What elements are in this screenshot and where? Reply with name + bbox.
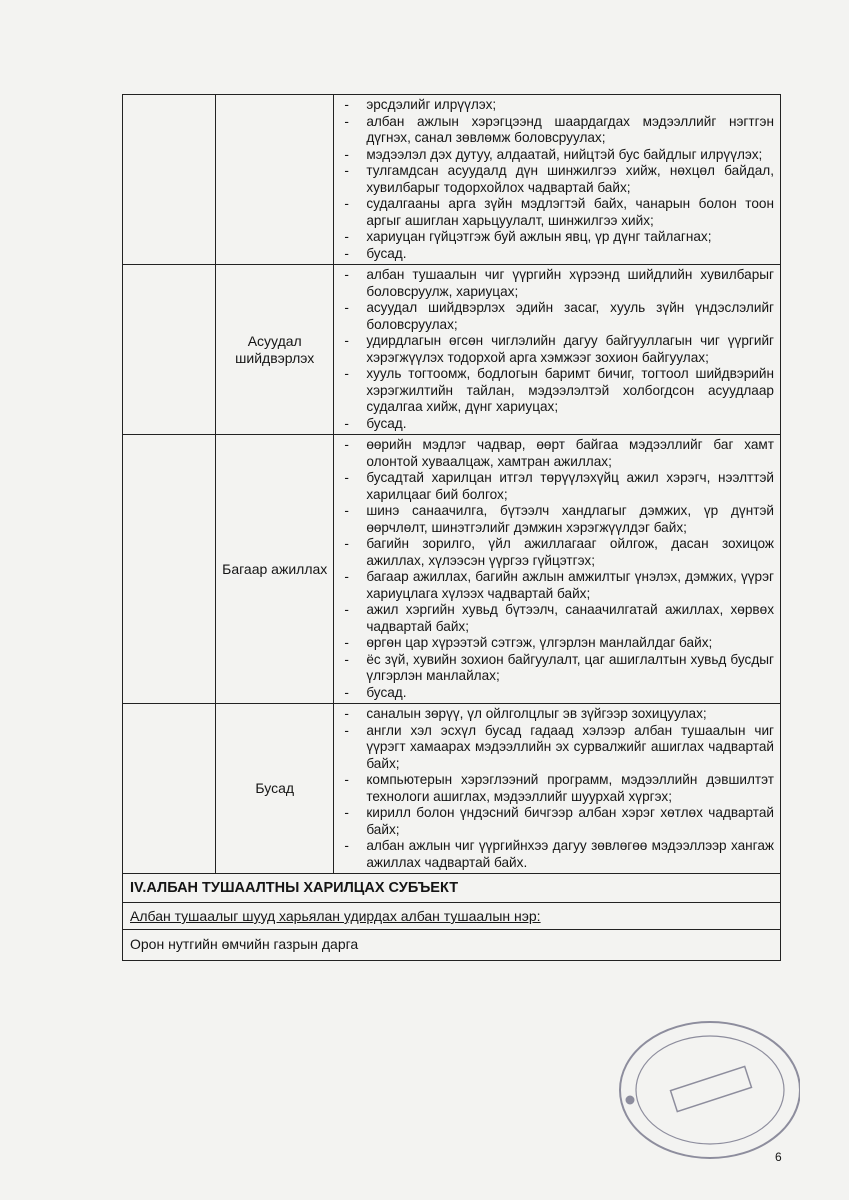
list-item: - бусадтай харилцан итгэл төрүүлэхүйц ажил хэрэгч, нээлттэй харилцааг бий болгох; xyxy=(342,470,774,503)
competency-items xyxy=(334,704,781,874)
competency-items xyxy=(334,435,781,704)
list-item: - тулгамдсан асуудалд дүн шинжилгээ хийж, нөхцөл байдал, хувилбарыг тодорхойлох чадвартай байх; xyxy=(342,163,774,196)
table-row xyxy=(123,435,781,704)
page-number: 6 xyxy=(775,1150,782,1164)
list-item: - албан ажлын чиг үүргийнхээ дагуу зөвлөгөө мэдээллээр хангаж ажиллах чадвартай байх. xyxy=(342,838,774,871)
empty-cell xyxy=(123,265,216,435)
list-item: - мэдээлэл дэх дутуу, алдаатай, нийцтэй бус байдлыг илрүүлэх; xyxy=(342,147,774,164)
list-item: - эрсдэлийг илрүүлэх; xyxy=(342,97,774,114)
list-item: - англи хэл эсхүл бусад гадаад хэлээр албан тушаалын чиг үүрэгт хамаарах мэдээллийн эх сурвалжийг ашиглах чадвартай байх; xyxy=(342,723,774,773)
empty-cell xyxy=(123,435,216,704)
competency-items xyxy=(334,265,781,435)
competency-label: Бусад xyxy=(216,704,334,874)
section-title: IV.АЛБАН ТУШААЛТНЫ ХАРИЛЦАХ СУБЪЕКТ xyxy=(123,874,781,903)
stamp-seal xyxy=(600,1020,800,1170)
competency-label xyxy=(216,95,334,265)
bullet-list xyxy=(334,435,780,703)
list-item: - албан ажлын хэрэгцээнд шаардагдах мэдээллийг нэгтгэн дүгнэх, санал зөвлөмж боловсруулах; xyxy=(342,114,774,147)
value-row xyxy=(123,930,781,961)
list-item: - хариуцан гүйцэтгэж буй ажлын явц, үр дүнг тайлагнах; xyxy=(342,229,774,246)
list-item: - ёс зүй, хувийн зохион байгуулалт, цаг ашиглалтын хувьд бусдыг үлгэрлэн манлайлах; xyxy=(342,652,774,685)
list-item: - судалгааны арга зүйн мэдлэгтэй байх, чанарын болон тоон аргыг ашиглан харьцуулалт, шинжилгээ хийх; xyxy=(342,196,774,229)
competency-label: Багаар ажиллах xyxy=(216,435,334,704)
empty-cell xyxy=(123,704,216,874)
list-item: - компьютерын хэрэглээний программ, мэдээллийн дэвшилтэт технологи ашиглах, мэдээллийг шуурхай хүргэх; xyxy=(342,772,774,805)
list-item: - шинэ санаачилга, бүтээлч хандлагыг дэмжих, үр дүнтэй өөрчлөлт, шинэтгэлийг дэмжин хэрэгжүүлдэг байх; xyxy=(342,503,774,536)
table-row xyxy=(123,95,781,265)
bullet-list xyxy=(334,95,780,264)
supervisor-title: Орон нутгийн өмчийн газрын дарга xyxy=(123,930,781,961)
list-item: - бусад. xyxy=(342,685,774,702)
list-item: - асуудал шийдвэрлэх эдийн засаг, хууль зүйн үндэслэлийг боловсруулах; xyxy=(342,300,774,333)
list-item: - өөрийн мэдлэг чадвар, өөрт байгаа мэдээллийг баг хамт олонтой хуваалцаж, хамтран ажиллах; xyxy=(342,437,774,470)
list-item: - бусад. xyxy=(342,246,774,263)
list-item: - ажил хэргийн хувьд бүтээлч, санаачилгатай ажиллах, хөрвөх чадвартай байх; xyxy=(342,602,774,635)
competency-table xyxy=(122,94,781,961)
list-item: - кирилл болон үндэсний бичгээр албан хэрэг хөтлөх чадвартай байх; xyxy=(342,805,774,838)
list-item: - өргөн цар хүрээтэй сэтгэж, үлгэрлэн манлайлдаг байх; xyxy=(342,635,774,652)
subheading-row xyxy=(123,903,781,930)
list-item: - багаар ажиллах, багийн ажлын амжилтыг үнэлэх, дэмжих, үүрэг хариуцлага хүлээх чадвартай байх; xyxy=(342,569,774,602)
table-row xyxy=(123,704,781,874)
empty-cell xyxy=(123,95,216,265)
section-subheading: Албан тушаалыг шууд харьялан удирдах албан тушаалын нэр: xyxy=(123,903,781,930)
list-item: - саналын зөрүү, үл ойлголцлыг эв зүйгээр зохицуулах; xyxy=(342,706,774,723)
list-item: - хууль тогтоомж, бодлогын баримт бичиг, тогтоол шийдвэрийн хэрэгжилтийн тайлан, мэдээлэлтэй холбогдсон асуудлаар судалгаа хийж, дүнг хариуцах; xyxy=(342,366,774,416)
table-row xyxy=(123,265,781,435)
competency-label: Асуудал шийдвэрлэх xyxy=(216,265,334,435)
section-row xyxy=(123,874,781,903)
bullet-list xyxy=(334,265,780,434)
list-item: - бусад. xyxy=(342,416,774,433)
competency-items xyxy=(334,95,781,265)
bullet-list xyxy=(334,704,780,873)
list-item: - багийн зорилго, үйл ажиллагааг ойлгож, дасан зохицож ажиллах, хүлээсэн үүргээ гүйцэтгэх; xyxy=(342,536,774,569)
list-item: - удирдлагын өгсөн чиглэлийн дагуу байгууллагын чиг үүргийг хэрэгжүүлэх тодорхой арга хэмжээг зохион байгуулах; xyxy=(342,333,774,366)
list-item: - албан тушаалын чиг үүргийн хүрээнд шийдлийн хувилбарыг боловсруулж, хариуцах; xyxy=(342,267,774,300)
